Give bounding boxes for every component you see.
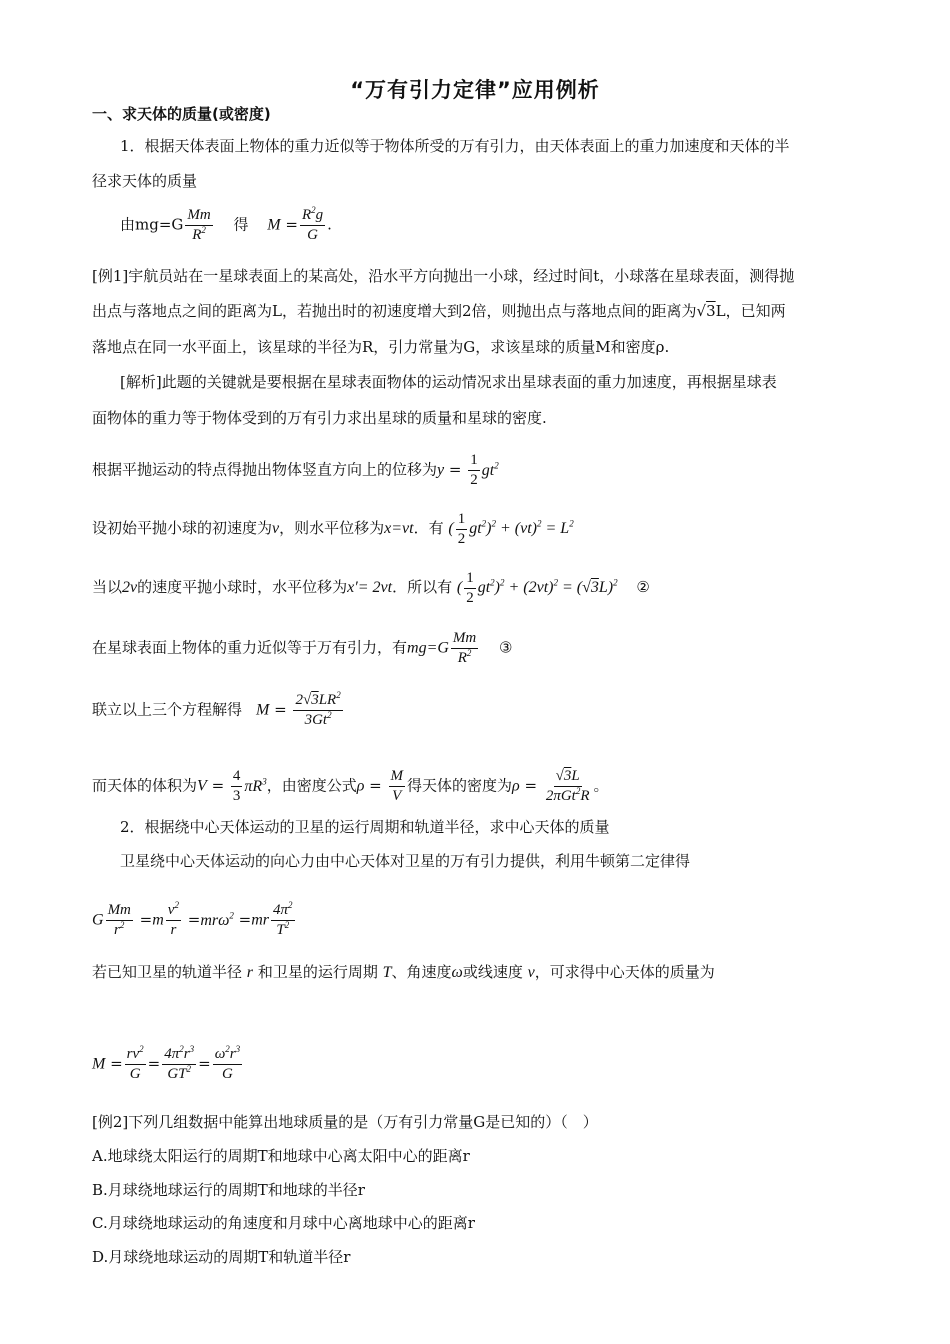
paragraph-2-line-1: 2．根据绕中心天体运动的卫星的运行周期和轨道半径，求中心天体的质量 xyxy=(120,818,610,836)
analysis-line-1: [解析]此题的关键就是要根据在星球表面物体的运动情况求出星球表面的重力加速度，再根据星球表 xyxy=(120,373,777,391)
step-known-quantities: 若已知卫星的轨道半径 r 和卫星的运行周期 T、角速度ω或线速度 v，可求得中心天体的质量为 xyxy=(92,963,715,981)
step-density-result: 而天体的体积为V = $\frac{4}{3}$ $\pi R^3$，由密度公式ρ = $\frac{M}{V}$ 得天体的密度为ρ = $\frac{√3L}{2\pi Gt^2R}$ 。 xyxy=(92,768,609,804)
analysis-line-2: 面物体的重力等于物体受到的万有引力求出星球的质量和星球的密度. xyxy=(92,409,547,427)
paragraph-2-line-2: 卫星绕中心天体运动的向心力由中心天体对卫星的万有引力提供，利用牛顿第二定律得 xyxy=(120,852,691,870)
example-2-question: [例2]下列几组数据中能算出地球质量的是（万有引力常量G是已知的）（ ） xyxy=(92,1113,598,1131)
option-c: C.月球绕地球运动的角速度和月球中心离地球中心的距离r xyxy=(92,1214,475,1232)
step-double-speed: 当以2v的速度平抛小球时，水平位移为x′= 2vt．所以有 ( $\frac{1}{2}$ $gt^2)^2 + (2vt)^2 = (√3L)^2$ ② xyxy=(92,570,650,606)
step-vertical-displacement: 根据平抛运动的特点得抛出物体竖直方向上的位移为y = $\frac{1}{2}$ $gt^2$ xyxy=(92,452,499,488)
paragraph-1-line-2: 径求天体的质量 xyxy=(92,172,198,190)
equation-marker-2: ② xyxy=(636,578,650,597)
example-1-line-2: 出点与落地点之间的距离为L，若抛出时的初速度增大到2倍，则抛出点与落地点间的距离为√3L，已知两 xyxy=(92,302,786,320)
option-d: D.月球绕地球运动的周期T和轨道半径r xyxy=(92,1248,351,1266)
formula-central-mass: M = $\frac{rv^2}{G}$ = $\frac{4\pi^2r^3}{GT^2}$ = $\frac{\omega^2r^3}{G}$ xyxy=(92,1044,241,1082)
option-b: B.月球绕地球运行的周期T和地球的半径r xyxy=(92,1181,365,1199)
formula-newton-second-law: G $\frac{Mm}{r^2}$ =m $\frac{v^2}{r}$ =mrω$^2$ =mr $\frac{4\pi^2}{T^2}$ xyxy=(92,900,293,938)
paragraph-1-line-1: 1．根据天体表面上物体的重力近似等于物体所受的万有引力，由天体表面上的重力加速度和天体的半 xyxy=(120,137,790,155)
step-horizontal-displacement: 设初始平抛小球的初速度为v，则水平位移为x=vt．有 ( $\frac{1}{2}$ $gt^2)^2 + (vt)^2 = L^2$ xyxy=(92,511,574,547)
page-title: “万有引力定律”应用例析 xyxy=(350,78,600,102)
example-1-line-3: 落地点在同一水平面上，该星球的半径为R，引力常量为G，求该星球的质量M和密度ρ. xyxy=(92,338,670,356)
equation-marker-3: ③ xyxy=(499,638,513,657)
step-gravity-equality: 在星球表面上物体的重力近似等于万有引力，有mg=G $\frac{Mm}{R^2}$ ③ xyxy=(92,630,513,666)
step-mass-result: 联立以上三个方程解得 M = $\frac{2√3LR^2}{3Gt^2}$ xyxy=(92,690,341,728)
option-a: A.地球绕太阳运行的周期T和地球中心离太阳中心的距离r xyxy=(92,1147,470,1165)
example-1-line-1: [例1]宇航员站在一星球表面上的某高处，沿水平方向抛出一小球，经过时间t，小球落在星球表面，测得抛 xyxy=(92,267,795,285)
section-heading-1: 一、求天体的质量(或密度) xyxy=(92,105,271,123)
formula-mass-gravity: 由mg=G $\frac{Mm}{R^2}$ 得 M = $\frac{R^2g}{G}$ . xyxy=(120,205,332,243)
